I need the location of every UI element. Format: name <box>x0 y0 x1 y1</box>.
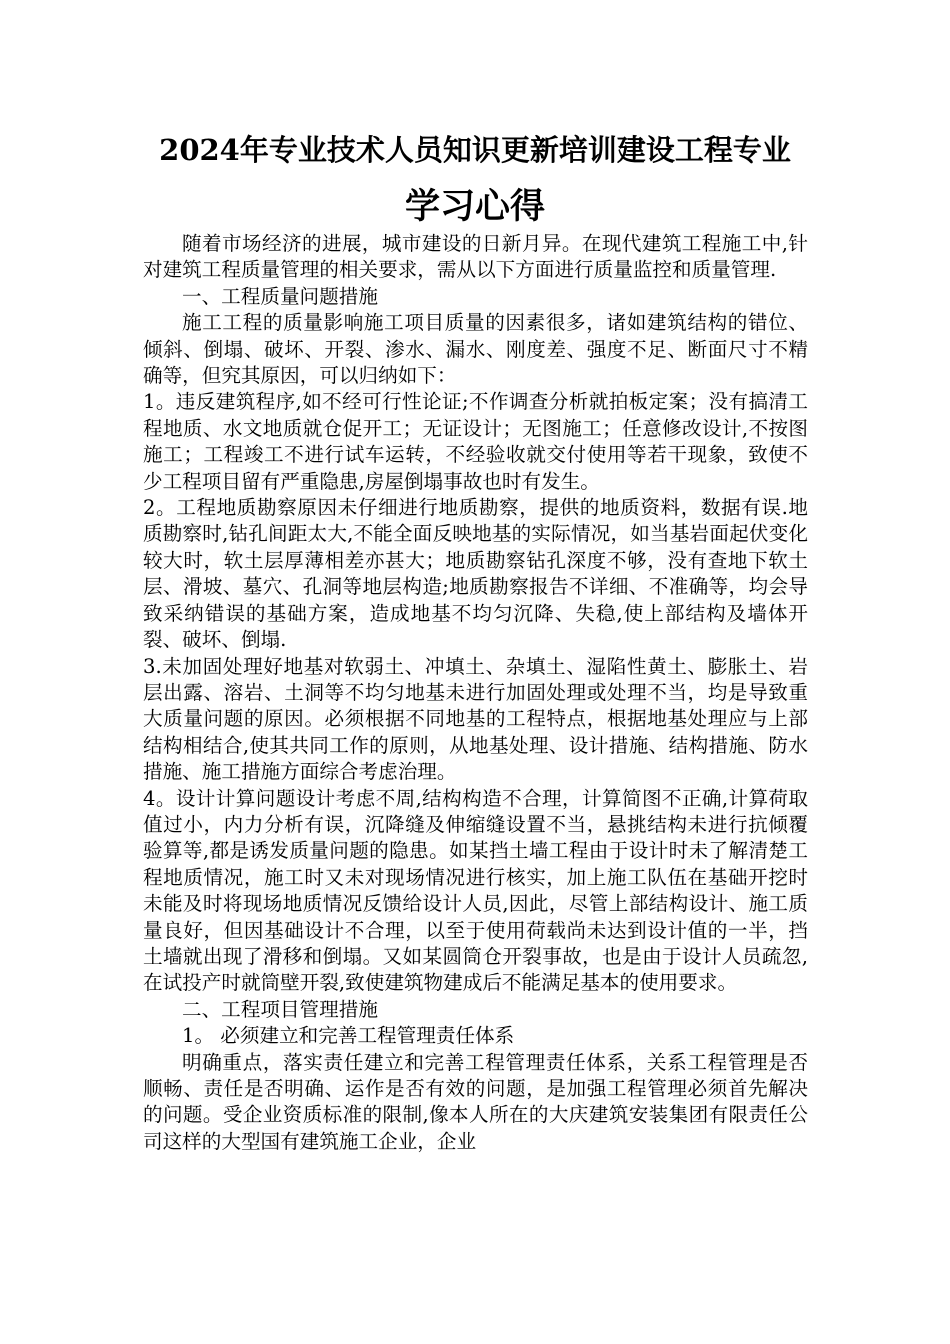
section-heading-management: 二、工程项目管理措施 <box>182 997 378 1021</box>
paragraph-quality-factors: 施工工程的质量影响施工项目质量的因素很多，诸如建筑结构的错位、倾斜、倒塌、破坏、开裂、渗水、漏水、刚度差、强度不足、断面尺寸不精确等，但究其原因，可以归纳如下： <box>143 311 808 388</box>
list-item-1: 1。违反建筑程序,如不经可行性论证;不作调查分析就拍板定案；没有搞清工程地质、水文地质就仓促开工；无证设计；无图施工；任意修改设计,不按图施工；工程竣工不进行试车运转，不经验收就交付使用等若干现象，致使不少工程项目留有严重隐患,房屋倒塌事故也时有发生。 <box>143 390 808 493</box>
document-body <box>143 231 808 1155</box>
list-item-2: 2。工程地质勘察原因未仔细进行地质勘察，提供的地质资料，数据有误.地质勘察时,钻孔间距太大,不能全面反映地基的实际情况，如当基岩面起伏变化较大时，软土层厚薄相差亦甚大；地质勘察钻孔深度不够，没有查地下软土层、滑坡、墓穴、孔洞等地层构造;地质勘察报告不详细、不准确等，均会导致采纳错误的基础方案，造成地基不均匀沉降、失稳,使上部结构及墙体开裂、破坏、倒塌. <box>143 496 808 652</box>
paragraph-intro: 随着市场经济的进展，城市建设的日新月异。在现代建筑工程施工中,针对建筑工程质量管理的相关要求，需从以下方面进行质量监控和质量管理. <box>143 232 808 282</box>
subheading-responsibility: 1。 必须建立和完善工程管理责任体系 <box>182 1024 515 1048</box>
section-heading-quality: 一、工程质量问题措施 <box>182 284 378 308</box>
list-item-4: 4。设计计算问题设计考虑不周,结构构造不合理，计算简图不正确,计算荷取值过小，内力分析有误，沉降缝及伸缩缝设置不当，悬挑结构未进行抗倾覆验算等,都是诱发质量问题的隐患。如某挡土墙工程由于设计时未了解清楚工程地质情况，施工时又未对现场情况进行核实，加上施工队伍在基础开挖时未能及时将现场地质情况反馈给设计人员,因此，尽管上部结构设计、施工质量良好，但因基础设计不合理，以至于使用荷载尚未达到设计值的一半，挡土墙就出现了滑移和倒塌。又如某圆筒仓开裂事故，也是由于设计人员疏忽,在试投产时就筒壁开裂,致使建筑物建成后不能满足基本的使用要求。 <box>143 786 808 995</box>
list-item-3: 3.未加固处理好地基对软弱土、冲填土、杂填土、湿陷性黄土、膨胀土、岩层出露、溶岩、土洞等不均匀地基未进行加固处理或处理不当，均是导致重大质量问题的原因。必须根据不同地基的工程特点，根据地基处理应与上部结构相结合,使其共同工作的原则，从地基处理、设计措施、结构措施、防水措施、施工措施方面综合考虑治理。 <box>143 654 808 784</box>
document-title: 2024年专业技术人员知识更新培训建设工程专业 <box>159 133 791 167</box>
document-subtitle: 学习心得 <box>404 186 545 227</box>
paragraph-responsibility: 明确重点，落实责任建立和完善工程管理责任体系，关系工程管理是否顺畅、责任是否明确、运作是否有效的问题，是加强工程管理必须首先解决的问题。受企业资质标准的限制,像本人所在的大庆建筑安装集团有限责任公司这样的大型国有建筑施工企业，企业 <box>143 1050 808 1153</box>
